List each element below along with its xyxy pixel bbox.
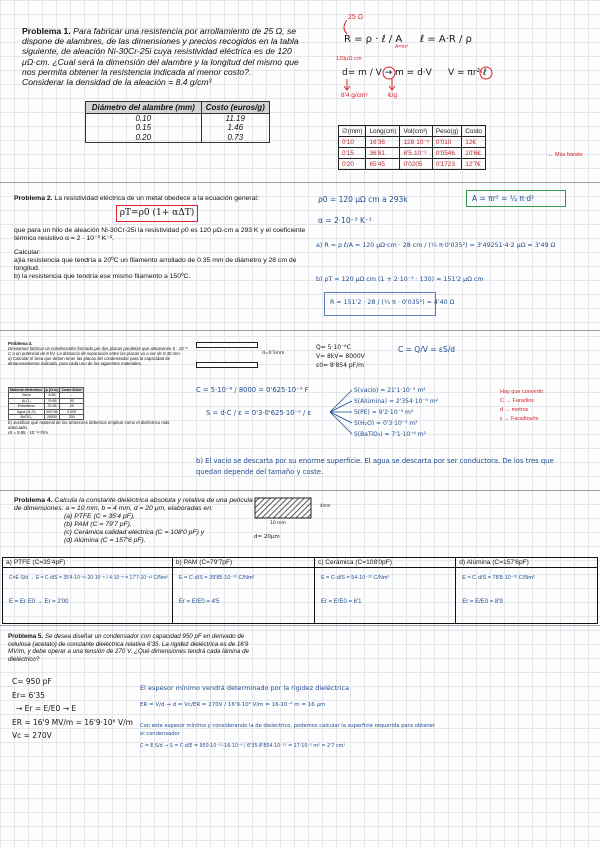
p5-hw-eq2: C = E·S/d → S = C·d/E = 950·10⁻¹²·16·10⁻⁶ / 6'35·8'854·10⁻¹² = 27·10⁻⁵ m² = 2'7 cm² [140,744,346,749]
table-row: 0'20 65'45 0'0205 0'1723 12'7€ [339,159,486,170]
p1-hw-r-formula: R = ρ · ℓ / A [344,34,403,45]
table-row: Polietileno 20.36 20 [9,404,84,409]
table-row: 0.15 1.46 [86,123,270,132]
p2-formula: ρT=ρ0 (1+ αΔT) [119,208,195,218]
p5-title: Problema 5. [8,633,44,640]
p1-hw-results-table: ∅(mm) Long(cm) Vol(cm³) Peso(g) Costo 0'10 16'36 128·10⁻³ 0'010 12€ 0'15 36'81 6'5·10⁻³ 0'0546 10'6€ 0'20 65'45 0'0205 0'1723 12'7€ [338,125,486,170]
p4-title: Problema 4. [14,497,53,504]
p2-hw-alpha: α = 2·10⁻³ K⁻¹ [318,216,372,225]
p1-hw-rho: 120μΩ·cm [336,56,362,62]
p1-hw-r-value: 25 Ω [348,14,363,21]
p1-title: Problema 1. [22,26,71,36]
p3-hw-b: b) El vacío se descarta por su enorme superficie. El agua se descarta por ser conductora. De los tres que quedan depende del tamaño y coste. [196,457,554,476]
table-row: 0.10 11.19 [86,114,270,124]
p4-hw-dim-a: 10 mm [270,521,286,526]
p1-hw-area-note: A=πr² [395,44,409,50]
p2-hw-a: a) R = ρ ℓ/A = 120 μΩ·cm · 28 cm / (¼ π·0'035²) = 3'49251·4·2 μΩ = 3'49 Ω [316,242,556,249]
p3-hw-a1: C = 5·10⁻⁶ / 8000 = 0'625·10⁻⁹ F [196,386,309,394]
p3-material-table: Material dieléctrico ρ (Ω·m) Coste €/dm³ Vacío 8.85 - Al₂O₃ 79.65 30 Polietileno 20.36 20 Agua (H₂O) 692.96 0.005 BaTiO₃ 26550 200 [10,388,83,420]
p2-hw-b2-box: R = 151'2 · 28 / (¼ π · 0'035²) = 4'40 Ω [324,292,436,316]
p3-hw-convert: Hay que convertir: C → Faradios d → metros ε → Faradios/m [500,389,545,422]
p2-hw-b: b) ρT = 120 μΩ cm (1 + 2·10⁻³ · 130) = 151'2 μΩ cm [316,276,484,283]
p3-hw-d: d=0'3mm [262,351,285,356]
table-row: 0'15 36'81 6'5·10⁻³ 0'0546 10'6€ [339,148,486,159]
p1-hw-density-formula: d= m / V → m = d·V [342,68,432,78]
p5-hw-text1: El espesor mínimo vendrá determinado por la rigidez dieléctrica [140,684,350,692]
p4-hw-dim-d: d= 20μm [254,534,280,540]
table-row: 0'10 16'36 128·10⁻³ 0'010 12€ [339,137,486,148]
p4-col-b: b) PAM (C=79'7pF) E = C·d/S = 39'85·10⁻¹² C/Nm² Er = E/E0 = 4'5 [172,558,314,624]
p2-body: que para un hilo de aleación Ni-30Cr-25i la resistividad ρ0 es 120 μΩ-cm a 293 K y el coeficiente térmico resistivo α = 2 · 10⁻³ K⁻¹. Calcular: a)la resistencia que tendría a 20ºC un filamento arrollado de 0.35 mm de diámetro y 28 cm de longitud. b) la resistencia que tendría ese mismo filamento a 150ºC. [14,227,306,280]
p3-hw-a2: S = d·C / ε = 0'3·0'625·10⁻⁹ / ε [206,409,312,417]
p1-hw-cost-unit: €/g [388,92,398,99]
p1-hw-l-formula: ℓ = A·R / ρ [420,34,472,45]
p3-question-b: b) Justificar qué material de los anteriores debemos emplear como el dieléctrico más adecuado. ε0 = 8.85 · 10⁻¹² F/m [8,420,170,435]
divider [0,625,600,626]
p4-col-a: a) PTFE (C=35'4pF) C=E·S/d → E = C·d/S = 35'4·10⁻¹²·20·10⁻⁶ / 4·10⁻⁵ = 17'7·10⁻¹² C/Nm² E = Er·E0 → Er = 2'00 [3,558,173,624]
p3-title: Problema 3. [8,341,33,346]
table-row: 0.20 0.73 [86,133,270,143]
table-row: Al₂O₃ 79.65 30 [9,398,84,403]
p5-hw-givens: C= 950 pF Er= 6'35 → Er = E/E0 → E ER = 16'9 MV/m = 16'9·10⁶ V/m Vc = 270V [12,677,133,740]
p3-hw-caps: C = Q/V = εS/d [398,345,456,354]
p1-text: Para fabricar una resistencia por arrollamiento de 25 Ω, se dispone de alambres, de las dimensiones y precios recogidos en la tabla siguiente, de aleación Ni-30Cr-25i cuya resistividad eléctrica es de 120 μΩ·cm. ¿Cual será la dimensión del alambre y la longitud del mismo que nos permita obtener la resistencia indicada al menor costo?. [22,26,299,77]
p1-col-cost: Costo (euros/g) [201,102,269,114]
divider [0,490,600,491]
p2-intro: Problema 2. La resistividad eléctrica de un metal obedece a la ecuación general: [14,195,259,202]
table-row: Agua (H₂O) 692.96 0.005 [9,409,84,414]
p4-col-d: d) Alúmina (C=157'6pF) E = C·d/S = 78'8·10⁻¹² C/Nm² Er = E/E0 = 8'9 [456,558,598,624]
table-row: Vacío 8.85 - [9,393,84,398]
p4-statement: Problema 4. Calcula la constante dieléctrica absoluta y relativa de una película de dimensiones: a = 10 mm, b = 4 mm, d = 20 μm, elaboradas en: (a) PTFE (C = 35'4 pF), (b) PAM (C = 79'7 pF), (c) Cerámica calidad eléctrica (C = 108'0 pF) y (d) Alúmina (C = 157'6 pF). [14,497,253,544]
p1-hw-density-value: 8'4 g/cm³ [341,92,368,99]
p4-col-c: c) Cerámica (C=108'0pF) E = C·d/S = 54·10⁻¹² C/Nm² Er = E/E0 = 6'1 [314,558,455,624]
p4-results-table [2,557,598,624]
table-row: BaTiO₃ 26550 200 [9,415,84,420]
p1-col-diameter: Diámetro del alambre (mm) [86,102,202,114]
p4-hw-dim-b: 4mm [320,503,331,508]
p5-hw-text2: Con este espesor mínimo y considerando la de dieléctrico, podemos calcular la superficie requerida para obtener el condensador [140,723,435,737]
p5-hw-eq1: ER = V/d → d = Vc/ER = 270V / 16'9·10⁶ V/m = 16·10⁻⁶ m = 16 μm [140,702,326,708]
p3-statement: Problema 3. Deseamos fabricar un condensador formado por dos placas paralelas que almacenen 5 · 10⁻⁶ C a un potencial de 8 kV. La distancia de separación entre las placas va a ser de 0.30 mm. a) Calcular el área que deben tener las placas del condensador para la capacidad de almacenamiento indicada, para cada uno de los siguientes materiales. [8,341,188,366]
p1-hw-volume: V = πr²·ℓ [448,68,487,78]
p4-film-shape [254,497,314,519]
p3-hw-givens: Q= 5·10⁻⁶C V= 8kV= 8000V ε0= 8'854 pF/m [316,344,365,369]
p2-hw-area-box: A = πr² = ¼ π·d² [466,190,566,207]
p1-hw-best: ← Más barato [548,152,583,158]
p1-density: Considerar la densidad de la aleación = 8.4 g/cm³ [22,77,212,88]
p2-title: Problema 2. [14,195,53,202]
p3-hw-results: S(vacío) = 21'1·10⁻³ m² S(Alúmina) = 2'354·10⁻³ m² S(PE) = 9'2·10⁻³ m² S(H₂O) = 0'3·10⁻³ m² S(BaTiO₃) = 7'1·10⁻⁶ m² [354,387,439,438]
p5-statement: Problema 5. Se desea diseñar un condensador con capacidad 950 pF en derivado de celulosa (acetato) de constante dieléctrica relativa 6'35. La rigidez dieléctrica es de 16'9 MV/m, y debe operar a una tensión de 270 V. ¿Qué dimensiones tendrá cada lámina de dieléctrico? [8,633,249,663]
p2-hw-rho0: ρ0 = 120 μΩ cm a 293k [318,195,408,204]
